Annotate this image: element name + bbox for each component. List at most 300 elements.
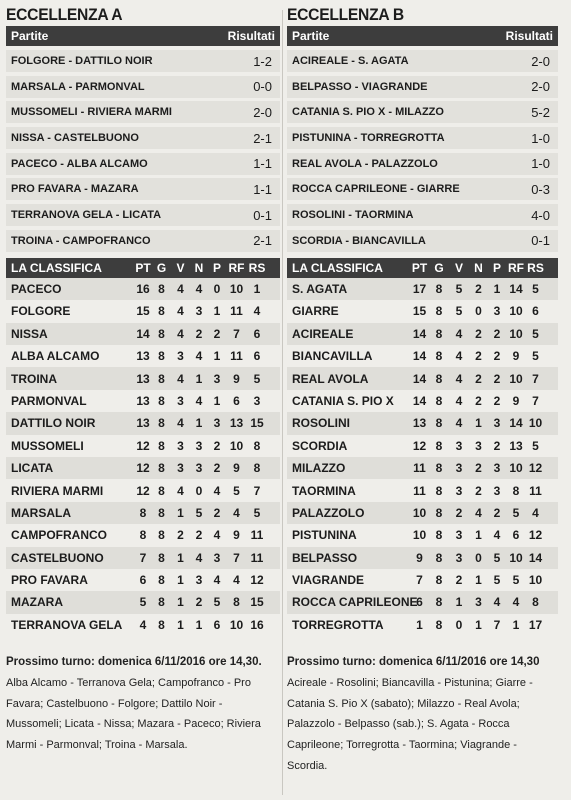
table-row <box>287 390 558 412</box>
stat-cell: 13 <box>229 416 244 431</box>
stat-cell: 8 <box>435 304 443 319</box>
table-row <box>6 367 280 389</box>
stat-cell: 5 <box>532 438 539 453</box>
team-name: S. AGATA <box>292 282 348 296</box>
stat-cell: 5 <box>139 595 147 610</box>
stat-cell: 10 <box>509 304 523 319</box>
match-row <box>287 153 558 175</box>
table-row <box>287 345 558 367</box>
stat-cell: 3 <box>455 438 463 453</box>
match-teams: MARSALA - PARMONVAL <box>11 80 145 93</box>
stat-cell: 2 <box>475 483 482 498</box>
match-teams: PISTUNINA - TORREGROTTA <box>292 132 445 145</box>
column-divider <box>282 10 283 795</box>
table-row <box>287 569 558 591</box>
column-header: N <box>194 260 204 275</box>
stat-cell: 2 <box>493 505 501 520</box>
stat-cell: 8 <box>435 349 443 364</box>
stat-cell: 2 <box>493 393 501 408</box>
stat-cell: 4 <box>233 573 240 588</box>
stat-cell: 4 <box>195 550 203 565</box>
next-round-lead: Prossimo turno: domenica 6/11/2016 ore 14,30. <box>6 656 262 669</box>
stat-cell: 10 <box>509 371 523 386</box>
team-name: CASTELBUONO <box>11 550 104 565</box>
stat-cell: 1 <box>177 617 184 632</box>
table-row <box>287 591 558 613</box>
stat-cell: 3 <box>455 483 463 498</box>
team-name: PISTUNINA <box>292 528 357 543</box>
stat-cell: 3 <box>455 550 463 565</box>
stat-cell: 4 <box>177 326 184 341</box>
stat-cell: 12 <box>250 573 264 588</box>
team-name: CAMPOFRANCO <box>11 528 107 543</box>
stat-cell: 1 <box>213 304 221 319</box>
stat-cell: 12 <box>528 461 543 476</box>
table-row <box>287 278 558 300</box>
stat-cell: 2 <box>195 595 203 610</box>
table-row <box>6 278 280 300</box>
table-row <box>287 367 558 389</box>
stat-cell: 2 <box>475 461 482 476</box>
stat-cell: 1 <box>416 617 423 632</box>
team-name: CATANIA S. PIO X <box>292 393 394 408</box>
stat-cell: 4 <box>177 483 184 498</box>
table-row <box>287 323 558 345</box>
team-name: MARSALA <box>11 505 71 520</box>
standings-header <box>287 258 558 278</box>
next-round <box>287 652 558 777</box>
stat-cell: 4 <box>475 505 482 520</box>
stat-cell: 12 <box>136 483 150 498</box>
group-eccellenza-a <box>6 0 280 756</box>
match-score: 1-0 <box>531 156 550 172</box>
stat-cell: 8 <box>158 282 165 296</box>
stat-cell: 2 <box>475 326 482 341</box>
team-name: PACECO <box>11 282 62 296</box>
stat-cell: 4 <box>177 282 184 296</box>
table-row <box>287 412 558 434</box>
stat-cell: 3 <box>195 438 203 453</box>
match-score: 1-1 <box>253 156 272 172</box>
stat-cell: 8 <box>435 617 443 632</box>
stat-cell: 4 <box>139 617 147 632</box>
stat-cell: 3 <box>177 461 184 476</box>
stat-cell: 8 <box>435 438 443 453</box>
stat-cell: 3 <box>213 371 221 386</box>
column-header: RF <box>508 260 524 275</box>
stat-cell: 15 <box>412 304 427 319</box>
stat-cell: 4 <box>532 505 539 520</box>
team-name: PARMONVAL <box>11 393 87 408</box>
stat-cell: 14 <box>528 550 543 565</box>
stat-cell: 4 <box>493 595 501 610</box>
stat-cell: 14 <box>412 349 427 364</box>
stat-cell: 4 <box>455 326 463 341</box>
column-header: G <box>434 260 444 275</box>
stat-cell: 3 <box>195 573 203 588</box>
stat-cell: 11 <box>230 349 243 364</box>
stat-cell: 14 <box>412 371 427 386</box>
stat-cell: 8 <box>158 416 165 431</box>
team-name: ROSOLINI <box>292 416 351 431</box>
match-score: 2-1 <box>253 233 272 249</box>
stat-cell: 10 <box>229 617 244 632</box>
stat-cell: 8 <box>158 573 165 588</box>
stat-cell: 1 <box>493 282 501 296</box>
stat-cell: 3 <box>455 528 463 543</box>
column-header: G <box>156 260 167 275</box>
column-header: P <box>492 260 501 275</box>
stat-cell: 8 <box>158 550 165 565</box>
next-round-fixtures: Alba Alcamo - Terranova Gela; Campofranco - Pro Favara; Castelbuono - Folgore; Dattilo Noir - Mussomeli; Licata - Nissa; Mazara - Paceco; Riviera Marmi - Parmonval; Troina - Marsala. <box>6 676 261 752</box>
stat-cell: 16 <box>250 617 264 632</box>
matches-header <box>6 26 280 46</box>
table-row <box>287 547 558 569</box>
stat-cell: 1 <box>475 416 482 431</box>
stat-cell: 0 <box>475 550 482 565</box>
table-row <box>287 502 558 524</box>
table-row <box>6 345 280 367</box>
stat-cell: 7 <box>532 371 539 386</box>
matches-header-label: Partite <box>292 29 330 43</box>
team-name: TROINA <box>11 371 57 386</box>
stat-cell: 8 <box>158 528 165 543</box>
stat-cell: 4 <box>455 393 463 408</box>
stat-cell: 1 <box>177 550 184 565</box>
team-name: TAORMINA <box>292 483 356 498</box>
stat-cell: 2 <box>493 349 501 364</box>
stat-cell: 3 <box>213 416 221 431</box>
stat-cell: 1 <box>475 528 482 543</box>
stat-cell: 5 <box>512 573 520 588</box>
stat-cell: 13 <box>136 393 150 408</box>
stat-cell: 8 <box>435 505 443 520</box>
stat-cell: 6 <box>416 595 423 610</box>
table-row <box>287 524 558 546</box>
stat-cell: 8 <box>139 505 147 520</box>
stat-cell: 2 <box>213 505 221 520</box>
stat-cell: 6 <box>233 393 240 408</box>
match-score: 1-2 <box>253 53 272 69</box>
match-row <box>6 127 280 149</box>
stat-cell: 0 <box>455 617 463 632</box>
team-name: GIARRE <box>292 304 339 319</box>
column-header: RS <box>527 260 544 275</box>
match-teams: FOLGORE - DATTILO NOIR <box>11 55 153 67</box>
stat-cell: 3 <box>493 416 501 431</box>
stat-cell: 12 <box>136 438 150 453</box>
match-row <box>287 127 558 149</box>
stat-cell: 4 <box>213 528 221 543</box>
stat-cell: 1 <box>475 573 482 588</box>
matches-header-label: Partite <box>11 29 49 43</box>
standings-header <box>6 258 280 278</box>
stat-cell: 8 <box>435 483 443 498</box>
stat-cell: 4 <box>455 371 463 386</box>
stat-cell: 5 <box>253 505 261 520</box>
stat-cell: 10 <box>412 505 427 520</box>
table-row <box>6 323 280 345</box>
stat-cell: 3 <box>493 483 501 498</box>
table-row <box>6 457 280 479</box>
stat-cell: 15 <box>136 304 150 319</box>
match-teams: PACECO - ALBA ALCAMO <box>11 157 148 170</box>
team-name: SCORDIA <box>292 438 348 453</box>
table-row <box>6 300 280 322</box>
stat-cell: 1 <box>475 617 482 632</box>
match-row <box>287 101 558 123</box>
stat-cell: 9 <box>233 371 240 386</box>
stat-cell: 7 <box>532 393 539 408</box>
stat-cell: 9 <box>416 550 423 565</box>
stat-cell: 11 <box>250 550 264 565</box>
stat-cell: 6 <box>253 326 261 341</box>
stat-cell: 12 <box>136 461 150 476</box>
column-header: N <box>474 260 483 275</box>
stat-cell: 3 <box>177 393 184 408</box>
match-score: 2-0 <box>531 79 550 95</box>
stat-cell: 16 <box>136 282 150 296</box>
stat-cell: 11 <box>250 528 264 543</box>
stat-cell: 11 <box>529 483 542 498</box>
table-row <box>287 300 558 322</box>
stat-cell: 8 <box>158 617 165 632</box>
stat-cell: 5 <box>195 505 203 520</box>
match-row <box>6 204 280 226</box>
table-row <box>6 591 280 613</box>
match-score: 2-0 <box>253 104 272 120</box>
stat-cell: 2 <box>213 461 221 476</box>
stat-cell: 14 <box>509 416 523 431</box>
stat-cell: 5 <box>532 282 539 296</box>
match-teams: TROINA - CAMPOFRANCO <box>11 234 151 247</box>
stat-cell: 8 <box>158 349 165 364</box>
team-name: ROCCA CAPRILEONE <box>292 595 418 610</box>
stat-cell: 10 <box>528 416 543 431</box>
stat-cell: 3 <box>493 304 501 319</box>
group-title: ECCELLENZA B <box>287 5 404 24</box>
stat-cell: 9 <box>512 349 520 364</box>
column-header: PT <box>135 260 151 275</box>
stat-cell: 8 <box>253 438 261 453</box>
stat-cell: 8 <box>532 595 539 610</box>
match-score: 1-0 <box>531 130 550 146</box>
stat-cell: 8 <box>158 326 165 341</box>
match-row <box>6 178 280 200</box>
match-teams: ROCCA CAPRILEONE - GIARRE <box>292 183 460 196</box>
stat-cell: 3 <box>213 550 221 565</box>
match-teams: REAL AVOLA - PALAZZOLO <box>292 157 438 170</box>
stat-cell: 8 <box>435 550 443 565</box>
stat-cell: 10 <box>509 326 523 341</box>
stat-cell: 0 <box>475 304 482 319</box>
team-name: NISSA <box>11 326 48 341</box>
stat-cell: 6 <box>532 304 539 319</box>
next-round <box>6 652 280 756</box>
standings-table <box>287 278 558 636</box>
table-row <box>6 547 280 569</box>
stat-cell: 2 <box>195 528 203 543</box>
stat-cell: 12 <box>528 528 543 543</box>
table-row <box>6 412 280 434</box>
team-name: ALBA ALCAMO <box>11 349 100 364</box>
standings-title: LA CLASSIFICA <box>292 260 383 275</box>
stat-cell: 6 <box>253 349 261 364</box>
stat-cell: 11 <box>230 304 243 319</box>
results-header-label: Risultati <box>227 29 275 43</box>
group-title: ECCELLENZA A <box>6 5 123 24</box>
stat-cell: 8 <box>158 304 165 319</box>
stat-cell: 3 <box>195 304 203 319</box>
match-list <box>6 50 280 252</box>
stat-cell: 1 <box>177 573 184 588</box>
stat-cell: 1 <box>195 416 203 431</box>
stat-cell: 2 <box>475 282 482 296</box>
stat-cell: 14 <box>509 282 523 296</box>
team-name: PALAZZOLO <box>292 505 365 520</box>
stat-cell: 5 <box>213 595 221 610</box>
stat-cell: 6 <box>213 617 221 632</box>
next-round-fixtures: Acireale - Rosolini; Biancavilla - Pistunina; Giarre - Catania S. Pio X (sabato); Milazzo - Real Avola; Palazzolo - Belpasso (sab.); S. Agata - Rocca Caprileone; Torregrotta - Taormina; Viagrande - Scordia. <box>287 676 533 773</box>
stat-cell: 3 <box>493 461 501 476</box>
stat-cell: 9 <box>512 393 520 408</box>
team-name: TERRANOVA GELA <box>11 617 123 632</box>
stat-cell: 8 <box>435 573 443 588</box>
stat-cell: 7 <box>493 617 501 632</box>
team-name: MAZARA <box>11 595 63 610</box>
match-row <box>6 101 280 123</box>
table-row <box>287 457 558 479</box>
stat-cell: 4 <box>213 573 221 588</box>
match-row <box>287 230 558 252</box>
stat-cell: 10 <box>528 573 543 588</box>
team-name: MUSSOMELI <box>11 438 84 453</box>
stat-cell: 8 <box>435 461 443 476</box>
match-score: 0-3 <box>531 181 550 197</box>
match-score: 2-0 <box>531 53 550 69</box>
stat-cell: 4 <box>177 304 184 319</box>
match-row <box>287 178 558 200</box>
stat-cell: 1 <box>177 595 184 610</box>
stat-cell: 7 <box>139 550 147 565</box>
stat-cell: 0 <box>213 282 221 296</box>
stat-cell: 5 <box>455 282 463 296</box>
stat-cell: 8 <box>158 595 165 610</box>
stat-cell: 8 <box>253 461 261 476</box>
stat-cell: 8 <box>435 371 443 386</box>
match-teams: MUSSOMELI - RIVIERA MARMI <box>11 106 172 119</box>
stat-cell: 3 <box>195 461 203 476</box>
match-row <box>6 50 280 72</box>
stat-cell: 1 <box>195 617 203 632</box>
team-name: BIANCAVILLA <box>292 349 373 364</box>
stat-cell: 1 <box>455 595 463 610</box>
table-row <box>287 614 558 636</box>
stat-cell: 2 <box>475 349 482 364</box>
stat-cell: 0 <box>195 483 203 498</box>
stat-cell: 1 <box>195 371 203 386</box>
match-teams: ACIREALE - S. AGATA <box>292 55 409 67</box>
stat-cell: 2 <box>475 371 482 386</box>
group-eccellenza-b <box>287 0 558 777</box>
match-teams: CATANIA S. PIO X - MILAZZO <box>292 106 444 119</box>
table-row <box>6 524 280 546</box>
stat-cell: 8 <box>158 483 165 498</box>
stat-cell: 1 <box>512 617 520 632</box>
stat-cell: 9 <box>233 528 240 543</box>
stat-cell: 2 <box>177 528 184 543</box>
column-header: PT <box>411 260 428 275</box>
team-name: MILAZZO <box>292 461 346 476</box>
stat-cell: 10 <box>509 461 523 476</box>
stat-cell: 4 <box>213 483 221 498</box>
stat-cell: 3 <box>475 438 482 453</box>
team-name: REAL AVOLA <box>292 371 369 386</box>
stat-cell: 4 <box>195 393 203 408</box>
stat-cell: 5 <box>253 371 261 386</box>
team-name: FOLGORE <box>11 304 71 319</box>
stat-cell: 8 <box>512 483 520 498</box>
team-name: TORREGROTTA <box>292 617 384 632</box>
stat-cell: 15 <box>250 595 264 610</box>
table-row <box>6 479 280 501</box>
match-teams: TERRANOVA GELA - LICATA <box>11 209 162 222</box>
stat-cell: 9 <box>233 461 240 476</box>
stat-cell: 5 <box>532 349 539 364</box>
column-header: RF <box>228 260 245 275</box>
stat-cell: 5 <box>493 550 501 565</box>
stat-cell: 8 <box>158 371 165 386</box>
match-row <box>6 76 280 98</box>
stat-cell: 11 <box>413 461 426 476</box>
team-name: VIAGRANDE <box>292 573 365 588</box>
team-name: BELPASSO <box>292 550 358 565</box>
stat-cell: 4 <box>195 349 203 364</box>
table-row <box>6 435 280 457</box>
stat-cell: 10 <box>229 438 244 453</box>
stat-cell: 3 <box>253 393 261 408</box>
team-name: DATTILO NOIR <box>11 416 96 431</box>
stat-cell: 1 <box>213 349 221 364</box>
stat-cell: 7 <box>233 326 240 341</box>
match-row <box>6 230 280 252</box>
stat-cell: 4 <box>493 528 501 543</box>
standings-table <box>6 278 280 636</box>
stat-cell: 13 <box>136 416 150 431</box>
stat-cell: 2 <box>493 371 501 386</box>
stat-cell: 1 <box>213 393 221 408</box>
stat-cell: 4 <box>455 416 463 431</box>
table-row <box>287 479 558 501</box>
table-row <box>287 435 558 457</box>
stat-cell: 13 <box>136 349 150 364</box>
match-score: 0-0 <box>253 79 272 95</box>
stat-cell: 3 <box>177 438 184 453</box>
stat-cell: 1 <box>253 282 261 296</box>
stat-cell: 10 <box>509 550 523 565</box>
stat-cell: 17 <box>412 282 427 296</box>
stat-cell: 1 <box>177 505 184 520</box>
stat-cell: 5 <box>233 483 240 498</box>
match-row <box>287 76 558 98</box>
stat-cell: 2 <box>493 438 501 453</box>
match-teams: PRO FAVARA - MAZARA <box>11 183 139 196</box>
match-row <box>287 50 558 72</box>
stat-cell: 8 <box>435 416 443 431</box>
stat-cell: 2 <box>455 573 463 588</box>
stat-cell: 8 <box>435 393 443 408</box>
match-teams: SCORDIA - BIANCAVILLA <box>292 234 426 247</box>
